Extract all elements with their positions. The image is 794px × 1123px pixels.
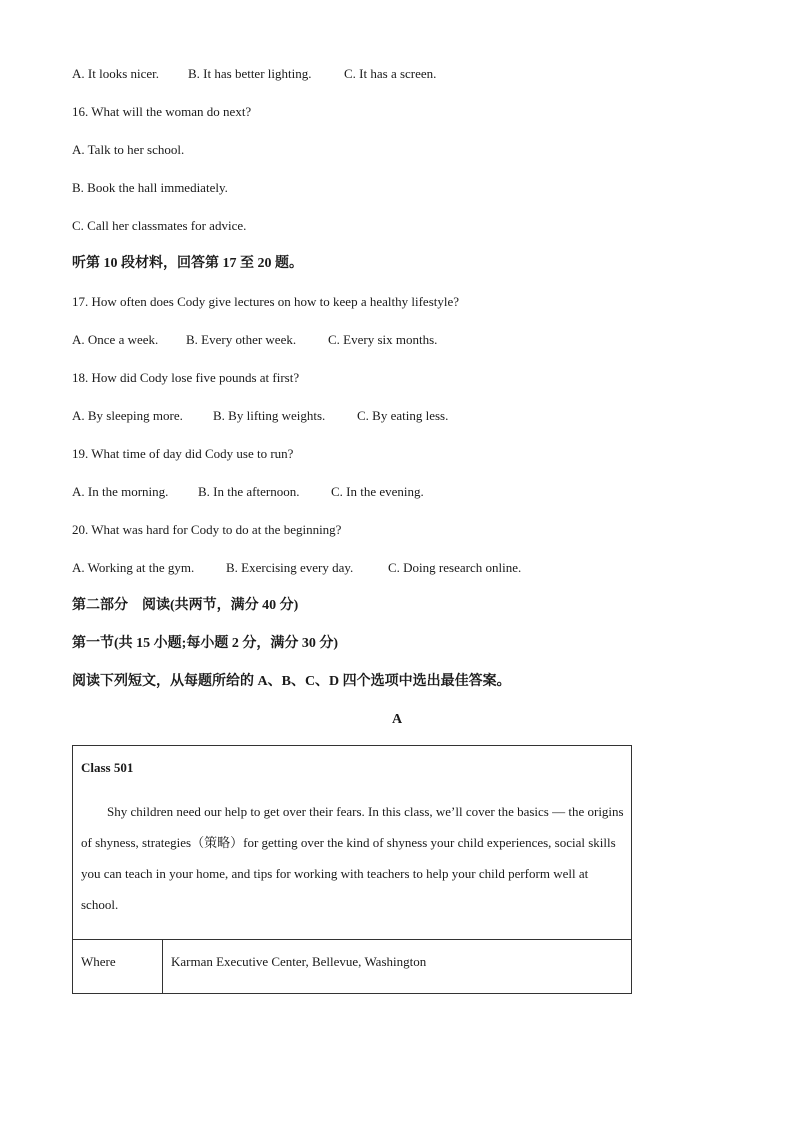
q18-question: 18. How did Cody lose five pounds at first? <box>72 370 300 385</box>
q19-question: 19. What time of day did Cody use to run? <box>72 446 294 461</box>
part2-title: 第二部分 阅读(共两节，满分 40 分) <box>72 598 299 613</box>
q17-option-c: C. Every six months. <box>328 332 438 347</box>
q15-option-c: C. It has a screen. <box>344 66 437 81</box>
class-description-cell <box>73 746 631 940</box>
q19-options <box>72 484 424 500</box>
q20-option-a: A. Working at the gym. <box>72 560 195 575</box>
q16-option-a: A. Talk to her school. <box>72 142 185 157</box>
q20-options <box>72 560 522 576</box>
class-description: Shy children need our help to get over their fears. In this class, we’ll cover the basics — the origins of shyness, strategies（策略）for getting over the kind of shyness your child experiences, social skills you can teach in your home, and tips for working with teachers to help your child perform well at school. <box>81 804 624 912</box>
q20-option-b: B. Exercising every day. <box>226 560 354 575</box>
q19-option-b: B. In the afternoon. <box>198 484 300 499</box>
q20-option-c: C. Doing research online. <box>388 560 522 575</box>
passage-label: A <box>391 712 403 727</box>
q15-option-b: B. It has better lighting. <box>188 66 312 81</box>
where-label: Where <box>81 954 116 969</box>
q16-option-c: C. Call her classmates for advice. <box>72 218 247 233</box>
q18-option-c: C. By eating less. <box>357 408 449 423</box>
q17-question: 17. How often does Cody give lectures on how to keep a healthy lifestyle? <box>72 294 460 309</box>
class-title: Class 501 <box>81 760 134 775</box>
q20-question: 20. What was hard for Cody to do at the beginning? <box>72 522 342 537</box>
section10-instruction: 听第 10 段材料，回答第 17 至 20 题。 <box>72 256 303 271</box>
q16-question: 16. What will the woman do next? <box>72 104 252 119</box>
q19-option-c: C. In the evening. <box>331 484 424 499</box>
q18-option-b: B. By lifting weights. <box>213 408 326 423</box>
q19-option-a: A. In the morning. <box>72 484 169 499</box>
where-label-cell <box>73 940 163 993</box>
q18-options <box>72 408 449 424</box>
q15-option-a: A. It looks nicer. <box>72 66 160 81</box>
q15-options <box>72 66 437 82</box>
q17-option-a: A. Once a week. <box>72 332 159 347</box>
q18-option-a: A. By sleeping more. <box>72 408 183 423</box>
table-row <box>73 940 631 993</box>
class-table <box>72 745 632 994</box>
reading-instruction: 阅读下列短文，从每题所给的 A、B、C、D 四个选项中选出最佳答案。 <box>72 674 511 689</box>
q17-option-b: B. Every other week. <box>186 332 297 347</box>
where-value: Karman Executive Center, Bellevue, Washington <box>171 954 427 969</box>
q17-options <box>72 332 438 348</box>
q16-option-b: B. Book the hall immediately. <box>72 180 228 195</box>
section1-title: 第一节(共 15 小题;每小题 2 分，满分 30 分) <box>72 636 338 651</box>
